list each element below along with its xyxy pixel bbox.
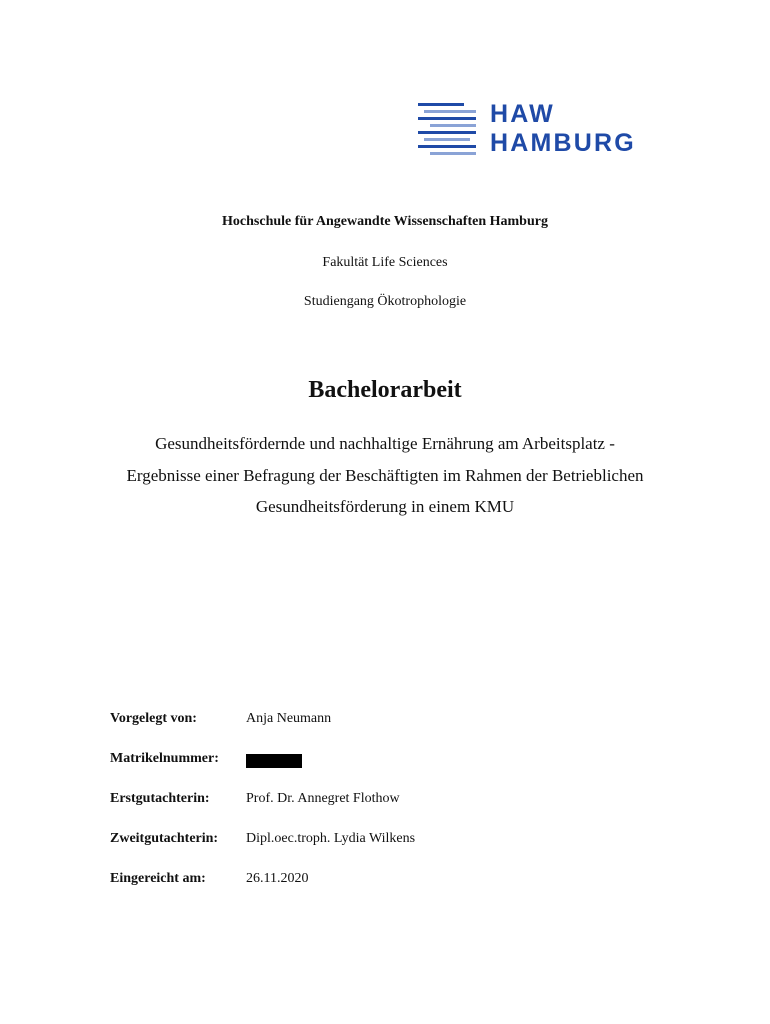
logo-stripes-icon <box>416 100 486 162</box>
university-name: Hochschule für Angewandte Wissenschaften Hamburg <box>222 214 548 229</box>
submitted-on-value: 26.11.2020 <box>246 871 309 886</box>
submitted-on-label: Eingereicht am: <box>110 871 206 886</box>
study-program: Studiengang Ökotrophologie <box>303 294 467 309</box>
faculty-name: Fakultät Life Sciences <box>322 255 448 270</box>
student-id-label: Matrikelnummer: <box>110 751 219 766</box>
student-id-redaction-box <box>246 754 302 768</box>
second-examiner-value: Dipl.oec.troph. Lydia Wilkens <box>246 831 416 846</box>
submitted-by-label: Vorgelegt von: <box>110 711 197 726</box>
submitted-by-value: Anja Neumann <box>246 711 332 726</box>
thesis-title-line-3: Gesundheitsförderung in einem KMU <box>255 497 515 516</box>
logo-text-haw: HAW <box>490 100 555 128</box>
haw-hamburg-logo <box>416 100 656 162</box>
first-examiner-label: Erstgutachterin: <box>110 791 210 806</box>
first-examiner-value: Prof. Dr. Annegret Flothow <box>246 791 400 806</box>
thesis-title-line-2: Ergebnisse einer Befragung der Beschäftigten im Rahmen der Betrieblichen <box>126 465 644 485</box>
thesis-title <box>90 428 680 523</box>
thesis-title-line-1: Gesundheitsfördernde und nachhaltige Ernährung am Arbeitsplatz - <box>155 434 615 453</box>
document-type-heading: Bachelorarbeit <box>308 377 462 403</box>
logo-text-hamburg: HAMBURG <box>490 129 636 157</box>
second-examiner-label: Zweitgutachterin: <box>110 831 219 846</box>
